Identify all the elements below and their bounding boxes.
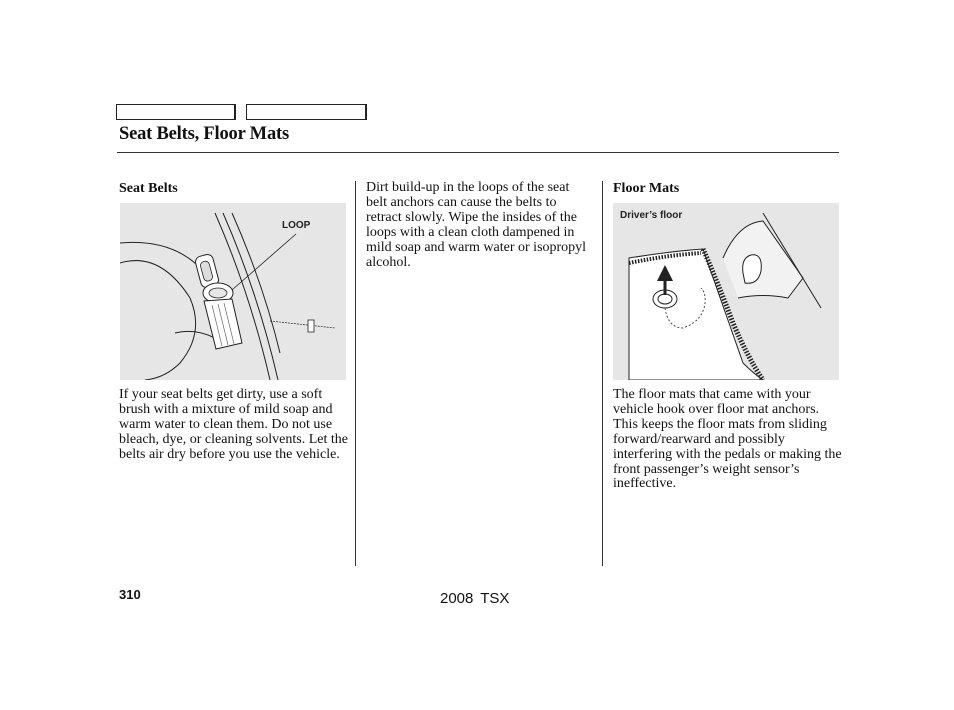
column-divider-1 [355, 181, 356, 566]
page-number: 310 [119, 587, 141, 602]
drivers-floor-label: Driver’s floor [620, 210, 683, 221]
nav-tab-previous[interactable] [116, 104, 236, 120]
floor-mats-heading: Floor Mats [613, 181, 680, 196]
seat-belts-text: If your seat belts get dirty, use a soft brush with a mixture of mild soap and warm water to clean them. Do not use bleach, dye, or cleaning solvents. Let the belts air dry before you use the vehicle. [119, 387, 348, 462]
seat-belts-continued-text: Dirt build-up in the loops of the seat belt anchors can cause the belts to retract slowly. Wipe the insides of the loops with a clean cloth dampened in mild soap and warm water or isopropyl alcohol. [366, 180, 587, 270]
floor-mat-anchor-illustration [613, 203, 839, 380]
title-divider [117, 152, 839, 153]
seat-belt-loop-illustration [120, 203, 346, 380]
page-title: Seat Belts, Floor Mats [119, 124, 289, 144]
nav-tab-next[interactable] [246, 104, 367, 120]
column-divider-2 [602, 181, 603, 566]
seat-belts-heading: Seat Belts [119, 181, 178, 196]
footer-model: 2008 TSX [440, 590, 510, 607]
floor-mats-text: The floor mats that came with your vehicle hook over floor mat anchors. This keeps the floor mats from sliding forward/rearward and possibly interfering with the pedals or making the front passenger’s weight sensor’s ineffective. [613, 387, 842, 492]
loop-label: LOOP [282, 220, 311, 231]
